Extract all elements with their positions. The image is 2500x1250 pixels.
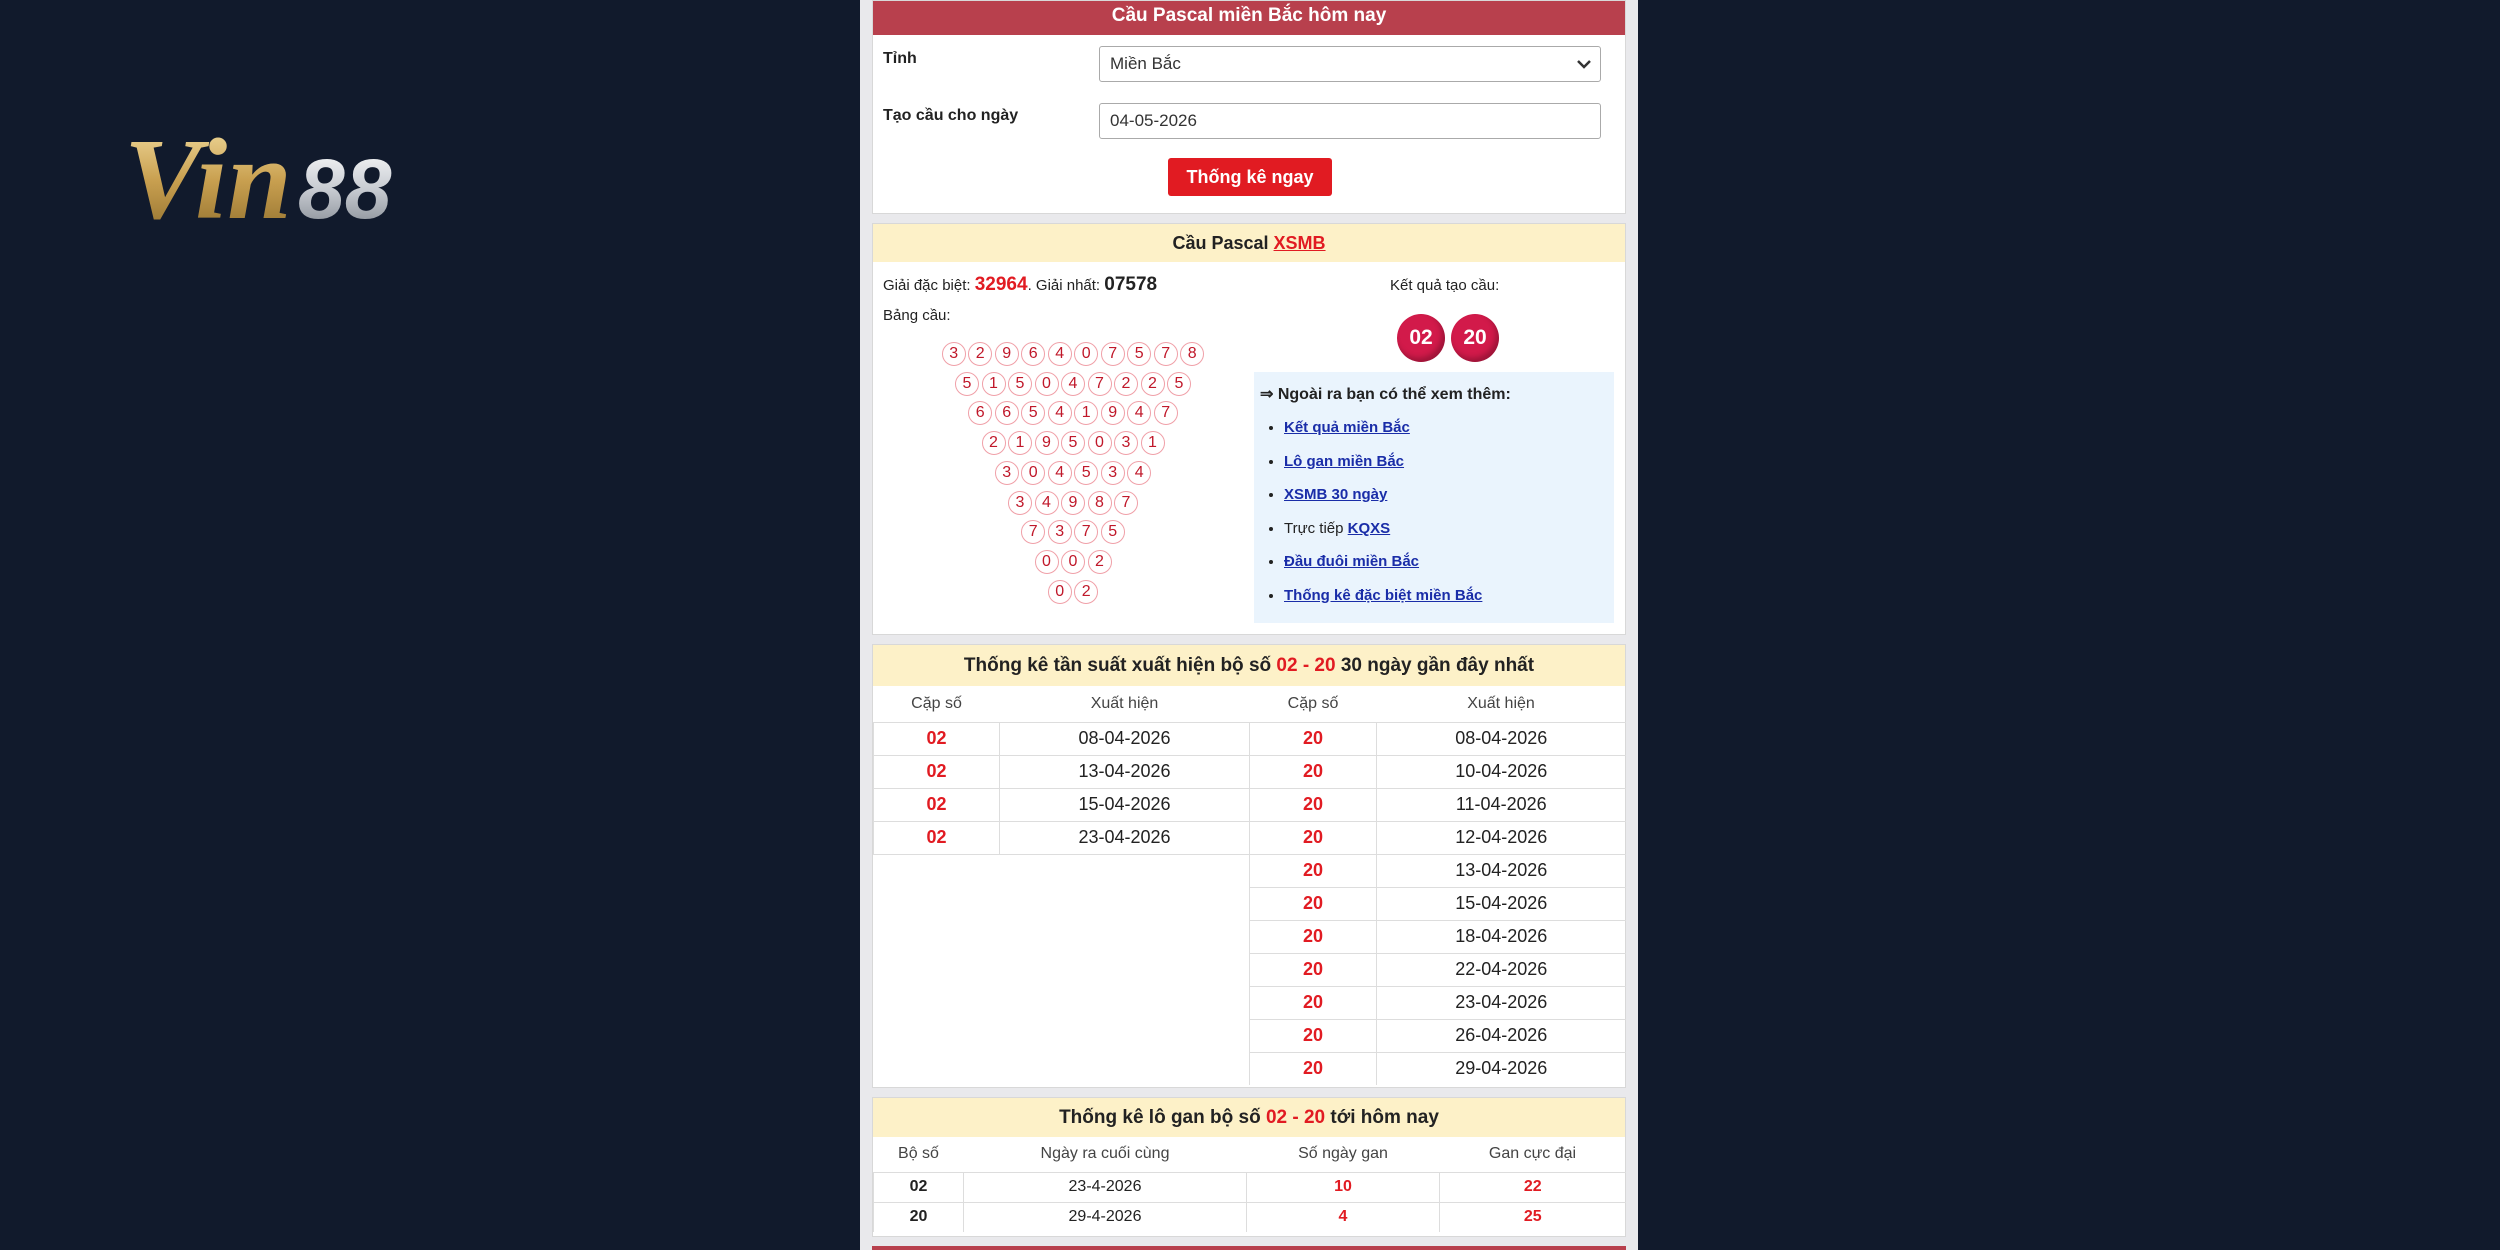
triangle-digit: 1 (1074, 401, 1098, 425)
lo-gan-row (874, 1202, 1626, 1232)
see-more-link[interactable]: KQXS (1347, 519, 1391, 537)
date-cell: 18-04-2026 (1377, 920, 1626, 953)
next-section-edge (872, 1246, 1626, 1250)
triangle-digit: 2 (1141, 372, 1165, 396)
pair-cell: 20 (1250, 788, 1377, 821)
submit-stat-button[interactable]: Thống kê ngay (1168, 158, 1332, 196)
triangle-digit: 7 (1114, 491, 1138, 515)
pascal-title: Cầu Pascal XSMB (873, 224, 1625, 262)
triangle-digit: 2 (1114, 372, 1138, 396)
triangle-digit: 5 (1074, 461, 1098, 485)
lo-gan-header: Số ngày gan (1298, 1145, 1388, 1163)
pair-cell: 20 (1250, 755, 1377, 788)
special-prize-value: 32964 (974, 274, 1028, 295)
svg-text:Vin: Vin (124, 118, 292, 233)
gan-max-cell: 22 (1440, 1172, 1626, 1202)
date-input[interactable]: 04-05-2026 (1099, 103, 1601, 139)
see-more-item (1284, 552, 1482, 586)
frequency-row (874, 854, 1626, 887)
triangle-digit: 7 (1074, 520, 1098, 544)
frequency-card (872, 644, 1626, 1088)
date-cell: 22-04-2026 (1377, 953, 1626, 986)
date-cell: 13-04-2026 (1377, 854, 1626, 887)
see-more-title: ⇒ Ngoài ra bạn có thể xem thêm: (1260, 386, 1511, 403)
svg-text:88: 88 (298, 142, 392, 233)
triangle-digit: 1 (1141, 431, 1165, 455)
number-cell: 20 (874, 1202, 964, 1232)
triangle-digit: 3 (1114, 431, 1138, 455)
lo-gan-header: Bộ số (898, 1145, 939, 1163)
pair-cell: 20 (1250, 887, 1377, 920)
gan-days-cell: 4 (1247, 1202, 1440, 1232)
triangle-digit: 9 (1101, 401, 1125, 425)
triangle-digit: 0 (1035, 372, 1059, 396)
triangle-digit: 7 (1021, 520, 1045, 544)
pair-cell: 20 (1250, 920, 1377, 953)
pair-cell: 02 (874, 788, 1000, 821)
triangle-digit: 5 (1167, 372, 1191, 396)
result-label: Kết quả tạo cầu: (1390, 277, 1500, 294)
triangle-digit: 1 (1008, 431, 1032, 455)
date-cell: 23-04-2026 (1377, 986, 1626, 1019)
triangle-digit: 2 (1088, 550, 1112, 574)
see-more-item: • Trực tiếp KQXS (1284, 519, 1482, 553)
empty-cell (874, 854, 1250, 1085)
lo-gan-card (872, 1097, 1626, 1237)
triangle-digit: 4 (1048, 342, 1072, 366)
see-more-box (1254, 372, 1614, 623)
date-cell: 11-04-2026 (1377, 788, 1626, 821)
triangle-digit: 8 (1180, 342, 1204, 366)
triangle-digit: 2 (982, 431, 1006, 455)
triangle-digit: 0 (1088, 431, 1112, 455)
triangle-digit: 5 (1061, 431, 1085, 455)
triangle-digit: 0 (1061, 550, 1085, 574)
frequency-row (874, 755, 1626, 788)
lo-gan-header: Ngày ra cuối cùng (1040, 1145, 1170, 1163)
province-label: Tỉnh (883, 50, 917, 67)
triangle-digit: 4 (1048, 461, 1072, 485)
triangle-digit: 0 (1048, 580, 1072, 604)
date-cell: 29-04-2026 (1377, 1052, 1626, 1085)
pair-cell: 20 (1250, 1052, 1377, 1085)
triangle-digit: 0 (1035, 550, 1059, 574)
chevron-down-icon (1576, 47, 1592, 94)
pascal-form-card (872, 0, 1626, 214)
triangle-digit: 3 (942, 342, 966, 366)
see-more-item (1284, 452, 1482, 486)
vin88-logo (122, 118, 482, 233)
see-more-link[interactable]: Đầu đuôi miền Bắc (1284, 553, 1420, 570)
date-label: Tạo cầu cho ngày (883, 107, 1019, 124)
triangle-digit: 9 (1035, 431, 1059, 455)
frequency-row (874, 821, 1626, 854)
pair-cell: 20 (1250, 1019, 1377, 1052)
see-more-link[interactable]: XSMB 30 ngày (1284, 486, 1388, 503)
triangle-digit: 2 (1074, 580, 1098, 604)
prize-line: Giải đặc biệt: 32964. Giải nhất: 07578 (883, 274, 1158, 295)
date-cell: 12-04-2026 (1377, 821, 1626, 854)
triangle-digit: 3 (1008, 491, 1032, 515)
pair-cell: 20 (1250, 821, 1377, 854)
see-more-item (1284, 586, 1482, 620)
pair-cell: 20 (1250, 986, 1377, 1019)
frequency-table (873, 686, 1626, 1085)
see-more-link[interactable]: Thống kê đặc biệt miền Bắc (1284, 586, 1483, 604)
triangle-digit: 1 (982, 372, 1006, 396)
see-more-link[interactable]: Lô gan miền Bắc (1284, 452, 1405, 470)
xsmb-link[interactable]: XSMB (1273, 233, 1326, 253)
see-more-item (1284, 485, 1482, 519)
triangle-digit: 3 (1048, 520, 1072, 544)
last-date-cell: 23-4-2026 (964, 1172, 1247, 1202)
date-cell: 15-04-2026 (1377, 887, 1626, 920)
pascal-result-card (872, 223, 1626, 635)
triangle-digit: 5 (1021, 401, 1045, 425)
number-cell: 02 (874, 1172, 964, 1202)
last-date-cell: 29-4-2026 (964, 1202, 1247, 1232)
date-cell: 23-04-2026 (1000, 821, 1250, 854)
frequency-title: Thống kê tần suất xuất hiện bộ số 02 - 20 30 ngày gần đây nhất (873, 645, 1625, 686)
triangle-digit: 4 (1127, 401, 1151, 425)
triangle-digit: 7 (1154, 342, 1178, 366)
frequency-header: Xuất hiện (1467, 694, 1535, 712)
lo-gan-table (873, 1137, 1626, 1232)
pascal-table-label: Bảng cầu: (883, 307, 951, 324)
triangle-digit: 7 (1154, 401, 1178, 425)
frequency-row (874, 722, 1626, 755)
triangle-digit: 6 (1021, 342, 1045, 366)
triangle-digit: 4 (1061, 372, 1085, 396)
date-cell: 08-04-2026 (1000, 722, 1250, 755)
triangle-digit: 0 (1021, 461, 1045, 485)
date-cell: 26-04-2026 (1377, 1019, 1626, 1052)
frequency-header: Cặp số (1287, 694, 1339, 712)
triangle-digit: 6 (968, 401, 992, 425)
pair-cell: 20 (1250, 854, 1377, 887)
result-ball: 02 (1397, 314, 1445, 362)
triangle-digit: 4 (1048, 401, 1072, 425)
triangle-digit: 9 (995, 342, 1019, 366)
triangle-digit: 8 (1088, 491, 1112, 515)
lo-gan-row (874, 1172, 1626, 1202)
triangle-digit: 5 (1101, 520, 1125, 544)
result-ball: 20 (1451, 314, 1499, 362)
triangle-digit: 4 (1127, 461, 1151, 485)
date-cell: 08-04-2026 (1377, 722, 1626, 755)
triangle-digit: 5 (1008, 372, 1032, 396)
form-title: Cầu Pascal miền Bắc hôm nay (873, 1, 1625, 35)
triangle-digit: 9 (1061, 491, 1085, 515)
date-cell: 15-04-2026 (1000, 788, 1250, 821)
pair-cell: 02 (874, 755, 1000, 788)
pair-cell: 02 (874, 821, 1000, 854)
triangle-digit: 7 (1101, 342, 1125, 366)
triangle-digit: 5 (955, 372, 979, 396)
pair-cell: 20 (1250, 722, 1377, 755)
triangle-digit: 3 (1101, 461, 1125, 485)
see-more-item (1284, 418, 1482, 452)
gan-max-cell: 25 (1440, 1202, 1626, 1232)
first-prize-value: 07578 (1104, 274, 1158, 295)
pair-cell: 02 (874, 722, 1000, 755)
triangle-digit: 5 (1127, 342, 1151, 366)
see-more-link[interactable]: Kết quả miền Bắc (1284, 419, 1410, 436)
frequency-header: Xuất hiện (1090, 694, 1159, 712)
province-value: Miền Bắc (1110, 54, 1181, 73)
triangle-digit: 7 (1088, 372, 1112, 396)
triangle-digit: 4 (1035, 491, 1059, 515)
pair-cell: 20 (1250, 953, 1377, 986)
gan-days-cell: 10 (1247, 1172, 1440, 1202)
frequency-row (874, 788, 1626, 821)
date-cell: 13-04-2026 (1000, 755, 1250, 788)
see-more-list (1254, 418, 1482, 619)
triangle-digit: 0 (1074, 342, 1098, 366)
frequency-header: Cặp số (911, 694, 962, 712)
province-select[interactable] (1099, 46, 1601, 82)
content-column (860, 0, 1638, 1250)
lo-gan-title: Thống kê lô gan bộ số 02 - 20 tới hôm nay (873, 1098, 1625, 1137)
triangle-digit: 2 (968, 342, 992, 366)
date-cell: 10-04-2026 (1377, 755, 1626, 788)
triangle-digit: 6 (995, 401, 1019, 425)
triangle-digit: 3 (995, 461, 1019, 485)
lo-gan-header: Gan cực đại (1488, 1145, 1577, 1163)
